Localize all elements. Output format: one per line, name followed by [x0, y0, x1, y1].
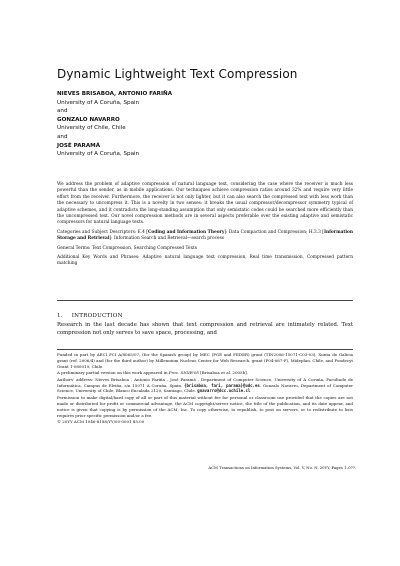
- intro-paragraph: Research in the last decade has shown that text compression and retrieval are intimately related. Text compression not only serves to save space, processing, and: [57, 322, 353, 336]
- categories-prefix: Categories and Subject Descriptors: E.4 [: [57, 229, 148, 235]
- prelim-pre: A preliminary partial version on this work appeared in: [57, 370, 169, 376]
- prelim-venue: Proc. SIGIR'05: [168, 370, 199, 376]
- author-name: NIEVES BRISABOA, ANTONIO FARIÑA: [57, 91, 173, 97]
- categories: [57, 230, 353, 243]
- author-affiliation: University of A Coruña, Spain: [57, 99, 140, 106]
- prelim-post: [Brisaboa et al. 2005b].: [198, 370, 248, 376]
- email-uchile: gnavarro@dcc.uchile.cl: [197, 388, 251, 394]
- author-name: JOSÉ PARAMÁ: [57, 142, 101, 149]
- author-and: and: [57, 108, 68, 115]
- funding-note: Funded in part by AECI PCI A/8065/07, (for the Spanish group) by MEC (PGE and FEDER) grant (TIN2006-15071-C03-03), Xunta de Galicia grant (ref. 2006/4) and (for the third author) by Millennium Nucleus Center for Web Research, grant (P04-067-F), Mideplan, Chile, and Fondecyt Grant 1-080019, Chile.: [57, 352, 353, 369]
- running-footer: ACM Transactions on Information Systems, Vol. V, No. N, 20YY, Pages 1–0??.: [208, 465, 356, 470]
- copyright-note: © 20YY ACM 1046-8188/YY/00-0001 $5.00: [57, 418, 145, 424]
- email-udc: {brisaboa, fari, parama}@udc.es: [184, 382, 260, 388]
- author-block: [57, 90, 357, 159]
- address-note: [57, 377, 353, 395]
- footnote-block: [57, 352, 353, 425]
- address-end: .: [250, 388, 252, 394]
- author-affiliation: University of A Coruña, Spain: [57, 151, 140, 158]
- prelim-note: [57, 370, 353, 376]
- author-and: and: [57, 133, 68, 140]
- permission-note: Permission to make digital/hard copy of all or part of this material without fee for personal or classroom use provided that the copies are not made or distributed for profit or commercial advantage, the ACM copyright/server notice, the title of the publication, and its date appear, and notice is given that copying is by permission of the ACM, Inc. To copy otherwise, to republish, to post on servers, or to redistribute to lists requires prior specific permission and/or a fee.: [57, 394, 353, 418]
- keywords: Additional Key Words and Phrases: Adaptive natural language text compression, Real time transmission, Compressed pattern matching: [57, 255, 353, 267]
- categories-mid: ]: Data Compaction and Compression; H.3.3 [: [224, 229, 324, 235]
- author-affiliation: University of Chile, Chile: [57, 125, 126, 132]
- section-number: 1.: [57, 313, 63, 319]
- address-mid: . Gonzalo Navarro, Department of Computer Science, University of Chile, Blanco Encalada 2120, Santiago, Chile.: [57, 382, 354, 394]
- author-name: GONZALO NAVARRO: [57, 116, 120, 123]
- abstract-block: [57, 182, 353, 271]
- categories-bold-1: Coding and Information Theory: [147, 229, 225, 235]
- section-title: INTRODUCTION: [71, 313, 123, 319]
- general-terms: General Terms: Text Compression, Searching Compressed Texts: [57, 245, 197, 251]
- address-pre: Authors' address: Nieves Brisaboa , Antonio Fariña , José Paramá , Department of Computer Science, University of A Coruña, Facultade de Informática, Campus de Elviña, s/n 15071 A Coruña, Spain.: [57, 376, 353, 388]
- abstract-divider: [57, 300, 353, 301]
- footnote-divider: [57, 349, 353, 350]
- categories-suffix: ]: Information Search and Retrieval—search process: [109, 236, 225, 242]
- categories-bold-2: Information Storage and Retrieval: [57, 229, 354, 242]
- section-heading: [57, 313, 123, 319]
- paper-title: Dynamic Lightweight Text Compression: [57, 67, 298, 81]
- abstract: We address the problem of adaptive compression of natural language text, considering the case where the receiver is much less powerful than the sender, as in mobile applications. Our techniques achieve compression ratios around 32% and require very little effort from the receiver. Furthermore, the receiver is not only lighter, but it can also search the compressed text with less work than the necessary to uncompress it. This is a novelty in two senses: it breaks the usual compressor/decompressor symmetry typical of adaptive schemes, and it contradicts the long-standing assumption that only semistatic codes could be searched more efficiently than the uncompressed text. Our novel compression methods are in several aspects preferable over the existing adaptive and semistatic compressors for natural language texts.: [57, 182, 353, 226]
